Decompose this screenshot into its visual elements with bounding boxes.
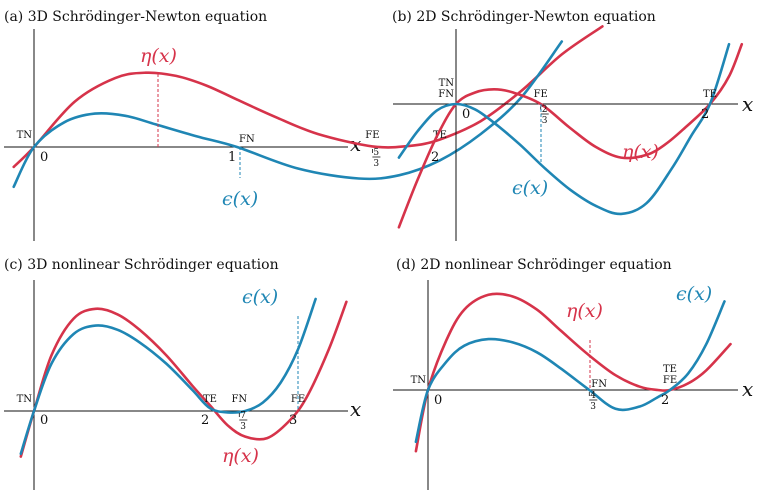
eta-curve	[14, 26, 603, 167]
epsilon-curve	[399, 44, 729, 214]
x-tick-label: 0	[462, 107, 471, 122]
x-tick-denominator: 3	[373, 159, 380, 169]
x-tick-label: 2	[661, 393, 670, 408]
panel-a	[4, 9, 602, 241]
x-axis-label: x	[350, 132, 362, 156]
point-label-fe: FE	[365, 130, 380, 141]
x-tick-label: 0	[40, 150, 49, 165]
x-tick-label: 0	[434, 393, 443, 408]
point-label-fe: FE	[533, 89, 548, 100]
epsilon-curve	[21, 299, 316, 454]
x-tick-denominator: 3	[541, 116, 548, 126]
x-tick-label: 2	[701, 107, 710, 122]
point-label-te: TE	[203, 394, 217, 405]
x-axis-label: x	[742, 377, 754, 401]
panel-b	[392, 9, 753, 241]
epsilon-label: ϵ(x)	[242, 286, 279, 308]
panel-d	[393, 257, 753, 490]
x-tick-numerator: 4	[590, 391, 597, 401]
epsilon-label: ϵ(x)	[222, 188, 259, 210]
point-label-tn: TN	[16, 394, 32, 405]
panel-title: (d) 2D nonlinear Schrödinger equation	[396, 257, 672, 273]
x-tick-numerator: 5	[373, 148, 380, 158]
x-axis-label: x	[350, 397, 362, 421]
x-tick-label: 3	[289, 413, 298, 428]
point-label-tn: TN	[438, 78, 454, 89]
point-label-tn: TN	[16, 130, 32, 141]
epsilon-curve	[14, 42, 562, 187]
point-label-fn: FN	[239, 134, 255, 145]
point-label-te: TE	[663, 364, 677, 375]
panel-title: (a) 3D Schrödinger-Newton equation	[4, 9, 268, 25]
point-label-fn: FN	[438, 89, 454, 100]
x-tick-label: 2	[431, 150, 440, 165]
point-label-fe: FE	[290, 394, 306, 405]
x-tick-label: 2	[201, 413, 210, 428]
epsilon-label: ϵ(x)	[512, 177, 549, 199]
epsilon-label: ϵ(x)	[676, 283, 713, 305]
point-label-te: TE	[433, 130, 447, 141]
x-axis-label: x	[742, 92, 754, 116]
eta-label: η(x)	[140, 45, 177, 67]
x-tick-label: 1	[228, 150, 237, 165]
x-tick-denominator: 3	[590, 402, 597, 412]
x-tick-label: 0	[40, 413, 49, 428]
x-tick-denominator: 3	[240, 422, 247, 432]
panel-c	[4, 257, 361, 490]
eta-label: η(x)	[222, 445, 259, 467]
x-tick-numerator: 7	[240, 411, 247, 421]
point-label-fe: FE	[662, 375, 678, 386]
epsilon-curve	[416, 301, 725, 441]
panel-title: (c) 3D nonlinear Schrödinger equation	[4, 257, 279, 273]
point-label-te: TE	[703, 89, 717, 100]
eta-label: η(x)	[622, 141, 659, 163]
eta-label: η(x)	[566, 300, 603, 322]
point-label-tn: TN	[410, 375, 426, 386]
panel-title: (b) 2D Schrödinger-Newton equation	[392, 9, 656, 25]
x-tick-numerator: 2	[541, 105, 548, 115]
point-label-fn: FN	[591, 379, 607, 390]
point-label-fn: FN	[231, 394, 248, 405]
